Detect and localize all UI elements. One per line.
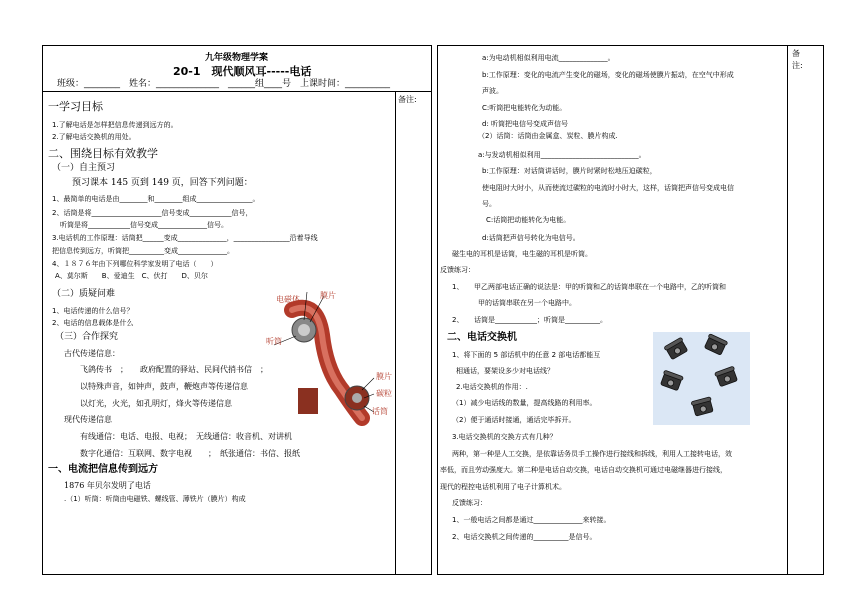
r-switch-p3: 现代的程控电话机利用了电子计算机术。 <box>440 483 566 491</box>
s2-heading: 二、围绕目标有效教学 <box>48 147 158 160</box>
question-3a: 3.电话机的工作原理：话筒把______变成______________，________________沿着导线 <box>52 234 318 242</box>
right-notes-divider <box>787 45 788 575</box>
receiver-text: .（1）听筒：听筒由电磁铁、螺线管、薄铁片（膜片）构成 <box>64 495 246 503</box>
r-feedback-2-heading: 反馈练习： <box>452 499 487 507</box>
telephone-icon <box>660 334 739 417</box>
figure-label-membrane-bottom: 膜片 <box>376 372 392 381</box>
r-feedback-2-q2: 2、电话交换机之间传递的__________是信号。 <box>452 533 597 541</box>
pigeon-text: 飞鸽传书 ； 政府配置的驿站、民间代捎书信 ； <box>80 365 268 374</box>
right-notes-label-1: 备 <box>792 49 800 58</box>
preview-text: 预习课本 145 页到 149 页，回答下列问题： <box>72 178 253 188</box>
page-title: 九年级物理学案 <box>205 53 269 63</box>
r-feedback-1-q2: 2、 话筒是____________；听筒是__________。 <box>452 316 607 324</box>
five-telephones-figure <box>653 332 750 425</box>
sub-heading-3: （三）合作探究 <box>55 332 119 342</box>
r-switch-q2b: （2）便于通话时接通，通话完毕拆开。 <box>452 416 576 424</box>
figure-label-receiver: 听筒 <box>266 337 282 346</box>
r-switch-p1: 两种，第一种是人工交换，是依靠话务员手工操作进行接线和拆线，利用人工接转电话，效 <box>452 450 732 458</box>
question-3b: 把信息传到远方，听筒把__________变成______________。 <box>52 247 234 255</box>
goal-1: 1.了解电话是怎样把信息传递到远方的。 <box>52 121 178 129</box>
r-section-switchboard: 二、电话交换机 <box>447 332 517 343</box>
figure-label-membrane-top: 膜片 <box>320 291 336 300</box>
r-mic-a: a:与发动机相似利用____________________________。 <box>478 151 646 159</box>
section-current-heading: 一、电流把信息传到远方 <box>48 464 158 475</box>
r-switch-q2a: （1）减少电话线的数量，提高线路的利用率。 <box>452 399 597 407</box>
bell-text: 1876 年贝尔发明了电话 <box>64 481 151 490</box>
doubt-1: 1、电话传递的什么信号？ <box>52 307 134 315</box>
wired-text: 有线通信：电话、电报、电视； 无线通信：收音机、对讲机 <box>80 432 292 441</box>
question-2b: 听筒是将____________信号变成______________信号。 <box>60 221 228 229</box>
s1-heading: 一学习目标 <box>48 100 103 113</box>
sound-text: 以特殊声音，如钟声，鼓声，鞭炮声等传递信息 <box>80 382 248 391</box>
left-header-divider <box>42 91 432 92</box>
r-switch-q2: 2.电话交换机的作用：. <box>456 383 528 391</box>
sub-heading-2: （二）质疑问难 <box>52 289 116 299</box>
r-switch-q1a: 1、将下面的 5 部话机中的任意 2 部电话都能互 <box>452 351 601 359</box>
right-notes-label-2: 注: <box>792 61 803 70</box>
r-mic-heading: （2）话筒：话筒由金属盒、炭粒、膜片构成. <box>478 132 618 140</box>
r-line-b1: b:工作原理：变化的电流产生变化的磁场，变化的磁场使膜片振动，在空气中形成 <box>482 71 734 79</box>
doubt-2: 2、电话的信息载体是什么 <box>52 319 134 327</box>
r-mic-b1: b:工作原理：对话筒讲话时，膜片时紧时松地压迫碳粒， <box>482 167 657 175</box>
sub-heading-1: （一）自主预习 <box>52 163 116 173</box>
goal-2: 2.了解电话交换机的用处。 <box>52 133 136 141</box>
question-2a: 2、话筒是将____________________信号变成____________信号， <box>52 209 253 217</box>
question-4-options: A、莫尔斯 B、爱迪生 C、伏打 D、贝尔 <box>55 272 208 280</box>
r-switch-p2: 率低，而且劳动强度大。第二种是电话自动交换，电话自动交换机可通过电磁继器进行接线， <box>440 466 727 474</box>
digital-text: 数字化通信：互联网、数字电视 ； 纸张通信：书信、报纸 <box>80 449 300 458</box>
left-notes-label: 备注: <box>398 95 417 104</box>
r-feedback-1-q1a: 1、 甲乙两部电话正确的说法是：甲的听筒和乙的话筒串联在一个电路中，乙的听筒和 <box>452 283 726 291</box>
r-switch-q1b: 相通话，要架设多少对电话线？ <box>456 367 554 375</box>
left-notes-divider <box>395 91 396 575</box>
r-line-c: C:听筒把电能转化为动能。 <box>482 104 567 112</box>
r-magnet-summary: 磁生电的耳机是话筒，电生磁的耳机是听筒。 <box>452 250 592 258</box>
r-mic-b3: 号。 <box>482 200 496 208</box>
figure-label-carbon: 碳粒 <box>376 389 392 398</box>
ancient-heading: 古代传递信息： <box>64 349 120 358</box>
r-feedback-1-heading: 反馈练习： <box>440 266 475 274</box>
lesson-title: 20-1 现代顺风耳-----电话 <box>173 65 312 78</box>
info-line: 班级：________ 姓名：______________ ______组____号 上课时间：__________ <box>57 79 391 89</box>
r-mic-c: C:话筒把动能转化为电能。 <box>486 216 571 224</box>
modern-heading: 现代传递信息 <box>64 415 112 424</box>
figure-label-electromagnet: 电磁体 <box>276 295 300 304</box>
r-line-a: a:为电动机相似利用电流______________。 <box>482 54 615 62</box>
r-line-d: d: 听筒把电信号变成声信号 <box>482 120 569 128</box>
question-1: 1、最简单的电话是由________和________组成________________。 <box>52 195 260 203</box>
r-line-b2: 声波。 <box>482 87 503 95</box>
r-mic-b2: 使电阻时大时小，从而使流过碳粒的电流时小时大，这样，话筒把声信号变成电信 <box>482 184 734 192</box>
question-4: 4、１８７６年由下列哪位科学家发明了电话（ ） <box>52 260 218 268</box>
r-mic-d: d:话筒把声信号转化为电信号。 <box>482 234 580 242</box>
r-feedback-1-q1b: 甲的话筒串联在另一个电路中。 <box>478 299 576 307</box>
light-text: 以灯光，火光，如孔明灯，烽火等传递信息 <box>80 399 232 408</box>
r-feedback-2-q1: 1、一般电话之间都是通过______________来转接。 <box>452 516 611 524</box>
figure-label-microphone: 话筒 <box>372 407 388 416</box>
r-switch-q3: 3.电话交换机的交换方式有几种？ <box>452 433 557 441</box>
